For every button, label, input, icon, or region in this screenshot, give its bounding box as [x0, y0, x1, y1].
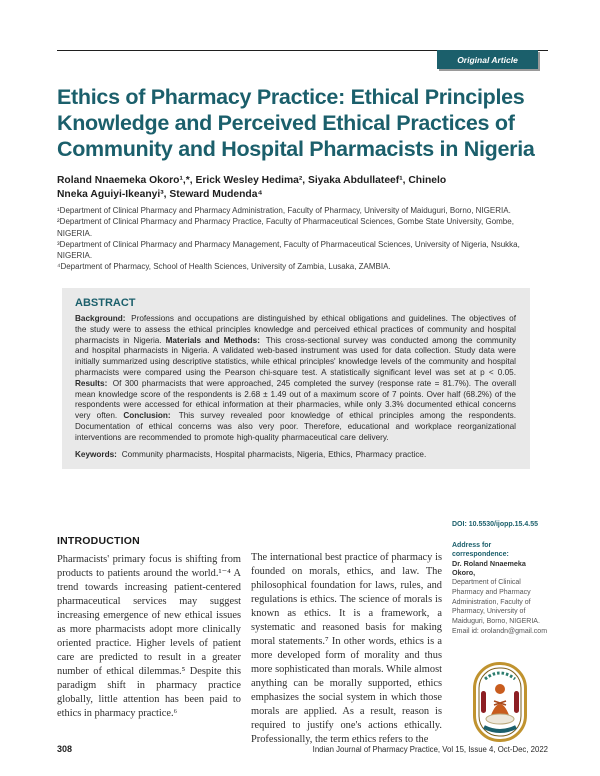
journal-citation-line: Indian Journal of Pharmacy Practice, Vol 15, Issue 4, Oct-Dec, 2022: [312, 745, 548, 754]
abstract-section-label: Materials and Methods:: [165, 335, 260, 345]
correspondent-name: Dr. Roland Nnaemeka Okoro,: [452, 558, 526, 577]
abstract-box: [62, 288, 530, 469]
keywords-text: Community pharmacists, Hospital pharmacists, Nigeria, Ethics, Pharmacy practice.: [121, 449, 427, 459]
abstract-section-label: Results:: [75, 378, 108, 388]
abstract-section-label: Background:: [75, 314, 126, 323]
affiliation-item: ³Department of Clinical Pharmacy and Pharmacy Management, Faculty of Pharmaceutical Sciences, University of Nigeria, Nsukka, NIGERIA.: [57, 239, 520, 261]
correspondent-email[interactable]: Email id: orolandn@gmail.com: [452, 628, 548, 636]
keywords-paragraph: [75, 450, 516, 461]
keywords-label: Keywords:: [75, 449, 117, 459]
affiliation-item: ²Department of Clinical Pharmacy and Pharmacy Practice, Faculty of Pharmaceutical Sciences, Gombe State University, Gombe, NIGERIA.: [57, 217, 514, 238]
body-column-middle: [251, 520, 442, 746]
journal-emblem-icon: [472, 661, 528, 743]
abstract-section-text: Professions and occupations are distinguished by ethical obligations and guidelines. The objectives of the study were to assess the ethical principles knowledge and perceived ethical practices of community and hospital pharmacists in Nigeria.: [75, 314, 516, 345]
abstract-section-text: This cross-sectional survey was conducted among the community and hospital pharmacists in Nigeria. A validated web-based instrument was used for data collection. Study data were initially summarized using descriptive statistics, while ethical principles' knowledge levels of the community and hospital pharmacists were compared using the Pearson chi-square test. A statistically significant level was set at p < 0.05.: [75, 335, 517, 377]
article-body: [57, 520, 548, 746]
abstract-section-text: Of 300 pharmacists that were approached, 245 completed the survey (response rate = 81.7%). The overall mean knowledge score of the respondents is 2.68 ± 1.49 out of a maximum score of 7 points. Over half (68.2%) of the respondents were accessed for ethical information at their pharmacies, while only 3.3% documented ethical concerns very often.: [75, 378, 517, 421]
abstract-section-text: This survey revealed poor knowledge of ethical principles among the respondents. Documentation of ethical concerns was also very poor. Therefore, educational and workplace reorganizational interventions are recommended to promote high-quality pharmaceutical care delivery.: [75, 411, 517, 442]
authors-line: Roland Nnaemeka Okoro¹,*, Erick Wesley Hedima², Siyaka Abdullateef¹, Chinelo Nneka Aguiyi-Ikeanyi³, Steward Mudenda⁴: [57, 175, 447, 200]
paper-title: Ethics of Pharmacy Practice: Ethical Principles Knowledge and Perceived Ethical Practices of Community and Hospital Pharmacists in Nigeria: [57, 85, 535, 161]
abstract-paragraph: [75, 314, 516, 444]
affiliations-block: [57, 205, 539, 273]
correspondent-address: Department of Clinical Pharmacy and Pharmacy Administration, Faculty of Pharmacy, University of Maiduguri, Borno, NIGERIA.: [452, 579, 540, 625]
correspondence-heading: Address for correspondence:: [452, 541, 509, 558]
abstract-section-label: Conclusion:: [123, 411, 171, 421]
body-column-left: [57, 520, 241, 746]
page-number: 308: [57, 744, 73, 754]
introduction-paragraph-2: The international best practice of pharmacy is founded on morals, ethics, and law. The philosophical foundation for laws, rules, and regulations is ethics. The science of morals is known as ethics. It is a framework, a systematic and reasoned basis for making moral statements.⁷ In other words, ethics is a more developed form of morality and thus more sophisticated than morals. While almost anything can be morally supported, ethics emphasizes the social system in which those morals are applied. As a result, reason is required to justify one's actions ethically. Professionally, the term ethics refers to the: [251, 552, 442, 745]
article-type-badge: Original Article: [437, 50, 538, 69]
doi-text: DOI: 10.5530/ijopp.15.4.55: [452, 521, 538, 528]
affiliation-item: ⁴Department of Pharmacy, School of Health Sciences, University of Zambia, Lusaka, ZAMBIA.: [57, 262, 391, 272]
introduction-heading: INTRODUCTION: [57, 535, 140, 547]
page-footer: [57, 744, 548, 754]
affiliation-item: ¹Department of Clinical Pharmacy and Pharmacy Administration, Faculty of Pharmacy, University of Maiduguri, Borno, NIGERIA.: [57, 206, 511, 215]
journal-logo: [452, 661, 548, 746]
correspondence-sidebar: [452, 520, 548, 746]
abstract-heading: ABSTRACT: [75, 297, 136, 309]
introduction-paragraph-1: Pharmacists' primary focus is shifting from products to patients around the world.¹⁻⁴ A trend towards increasing patient-centered pharmaceutical services may suggest increasing emergence of new ethical issues as more pharmacists adopt more clinically oriented practice. Higher levels of patient care are predicted to result in a greater number of ethical dilemmas.⁵ Despite this paradigm shift in pharmacy practice globally, little attention has been paid to ethics in pharmacy practice.⁶: [57, 554, 241, 719]
